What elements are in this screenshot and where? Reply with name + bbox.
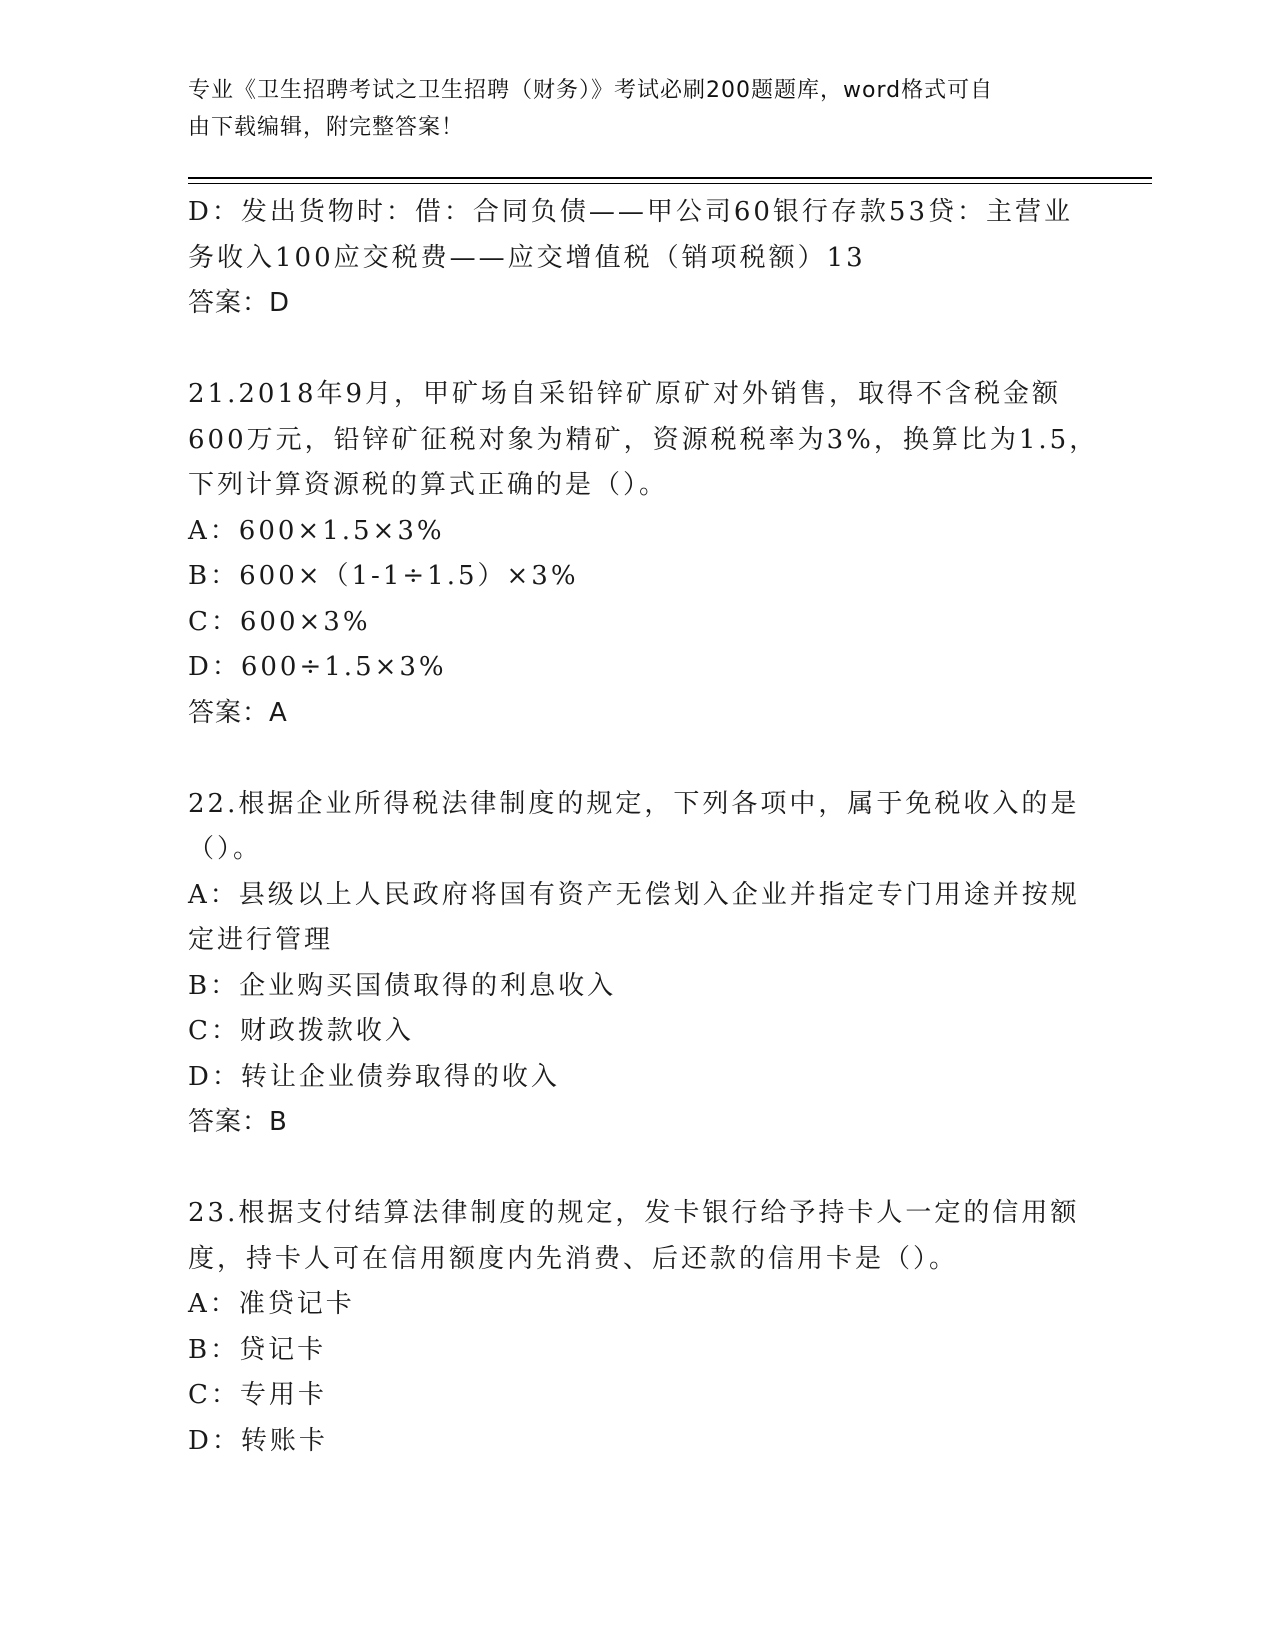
spacer	[188, 327, 1078, 373]
question-stem-line-2: （）。	[188, 834, 263, 864]
option-d-line-1: D：发出货物时：借：合同负债——甲公司60银行存款53贷：主营业	[188, 197, 1074, 227]
option-d: D：600÷1.5×3%	[188, 652, 447, 682]
question-stem-line-3: 下列计算资源税的算式正确的是（）。	[188, 470, 669, 500]
option-b: B：600×（1-1÷1.5）×3%	[188, 561, 579, 591]
option-d: D：转让企业债券取得的收入	[188, 1061, 560, 1092]
option-c: C：600×3%	[188, 606, 371, 637]
option-d-line-2: 务收入100应交税费——应交增值税（销项税额）13	[188, 242, 866, 273]
question-content	[188, 190, 1099, 1464]
spacer	[188, 1146, 1078, 1192]
question-stem-line-2: 度，持卡人可在信用额度内先消费、后还款的信用卡是（）。	[188, 1243, 959, 1274]
question-23	[188, 1191, 1078, 1464]
header-divider-thin	[188, 183, 1152, 184]
question-stem-line-1: 21.2018年9月，甲矿场自采铅锌矿原矿对外销售，取得不含税金额	[188, 379, 1062, 409]
header-line-1: 专业《卫生招聘考试之卫生招聘（财务）》考试必刷200题题库，word格式可自	[188, 78, 994, 103]
question-stem-line-2: 600万元，铅锌矿征税对象为精矿，资源税税率为3%，换算比为1.5，	[188, 424, 1099, 455]
header-line-2: 由下载编辑，附完整答案！	[188, 115, 465, 140]
answer: 答案：D	[188, 288, 291, 318]
option-a: A：600×1.5×3%	[188, 515, 445, 546]
spacer	[188, 736, 1078, 782]
option-a-line-2: 定进行管理	[188, 925, 334, 955]
option-a: A：准贷记卡	[188, 1289, 355, 1319]
option-c: C：财政拨款收入	[188, 1016, 414, 1046]
answer: 答案：B	[188, 1107, 288, 1137]
document-header	[188, 72, 1078, 146]
option-b: B：企业购买国债取得的利息收入	[188, 970, 617, 1001]
question-21	[188, 372, 1099, 736]
option-d: D：转账卡	[188, 1425, 328, 1456]
question-22	[188, 782, 1078, 1146]
option-b: B：贷记卡	[188, 1334, 327, 1365]
question-stem-line-1: 22.根据企业所得税法律制度的规定，下列各项中，属于免税收入的是	[188, 788, 1080, 819]
previous-question-tail	[188, 190, 1078, 327]
option-c: C：专用卡	[188, 1380, 327, 1410]
question-stem-line-1: 23.根据支付结算法律制度的规定，发卡银行给予持卡人一定的信用额	[188, 1198, 1080, 1228]
option-a-line-1: A：县级以上人民政府将国有资产无偿划入企业并指定专门用途并按规	[188, 879, 1080, 910]
header-divider-thick	[188, 177, 1152, 179]
answer: 答案：A	[188, 697, 288, 728]
